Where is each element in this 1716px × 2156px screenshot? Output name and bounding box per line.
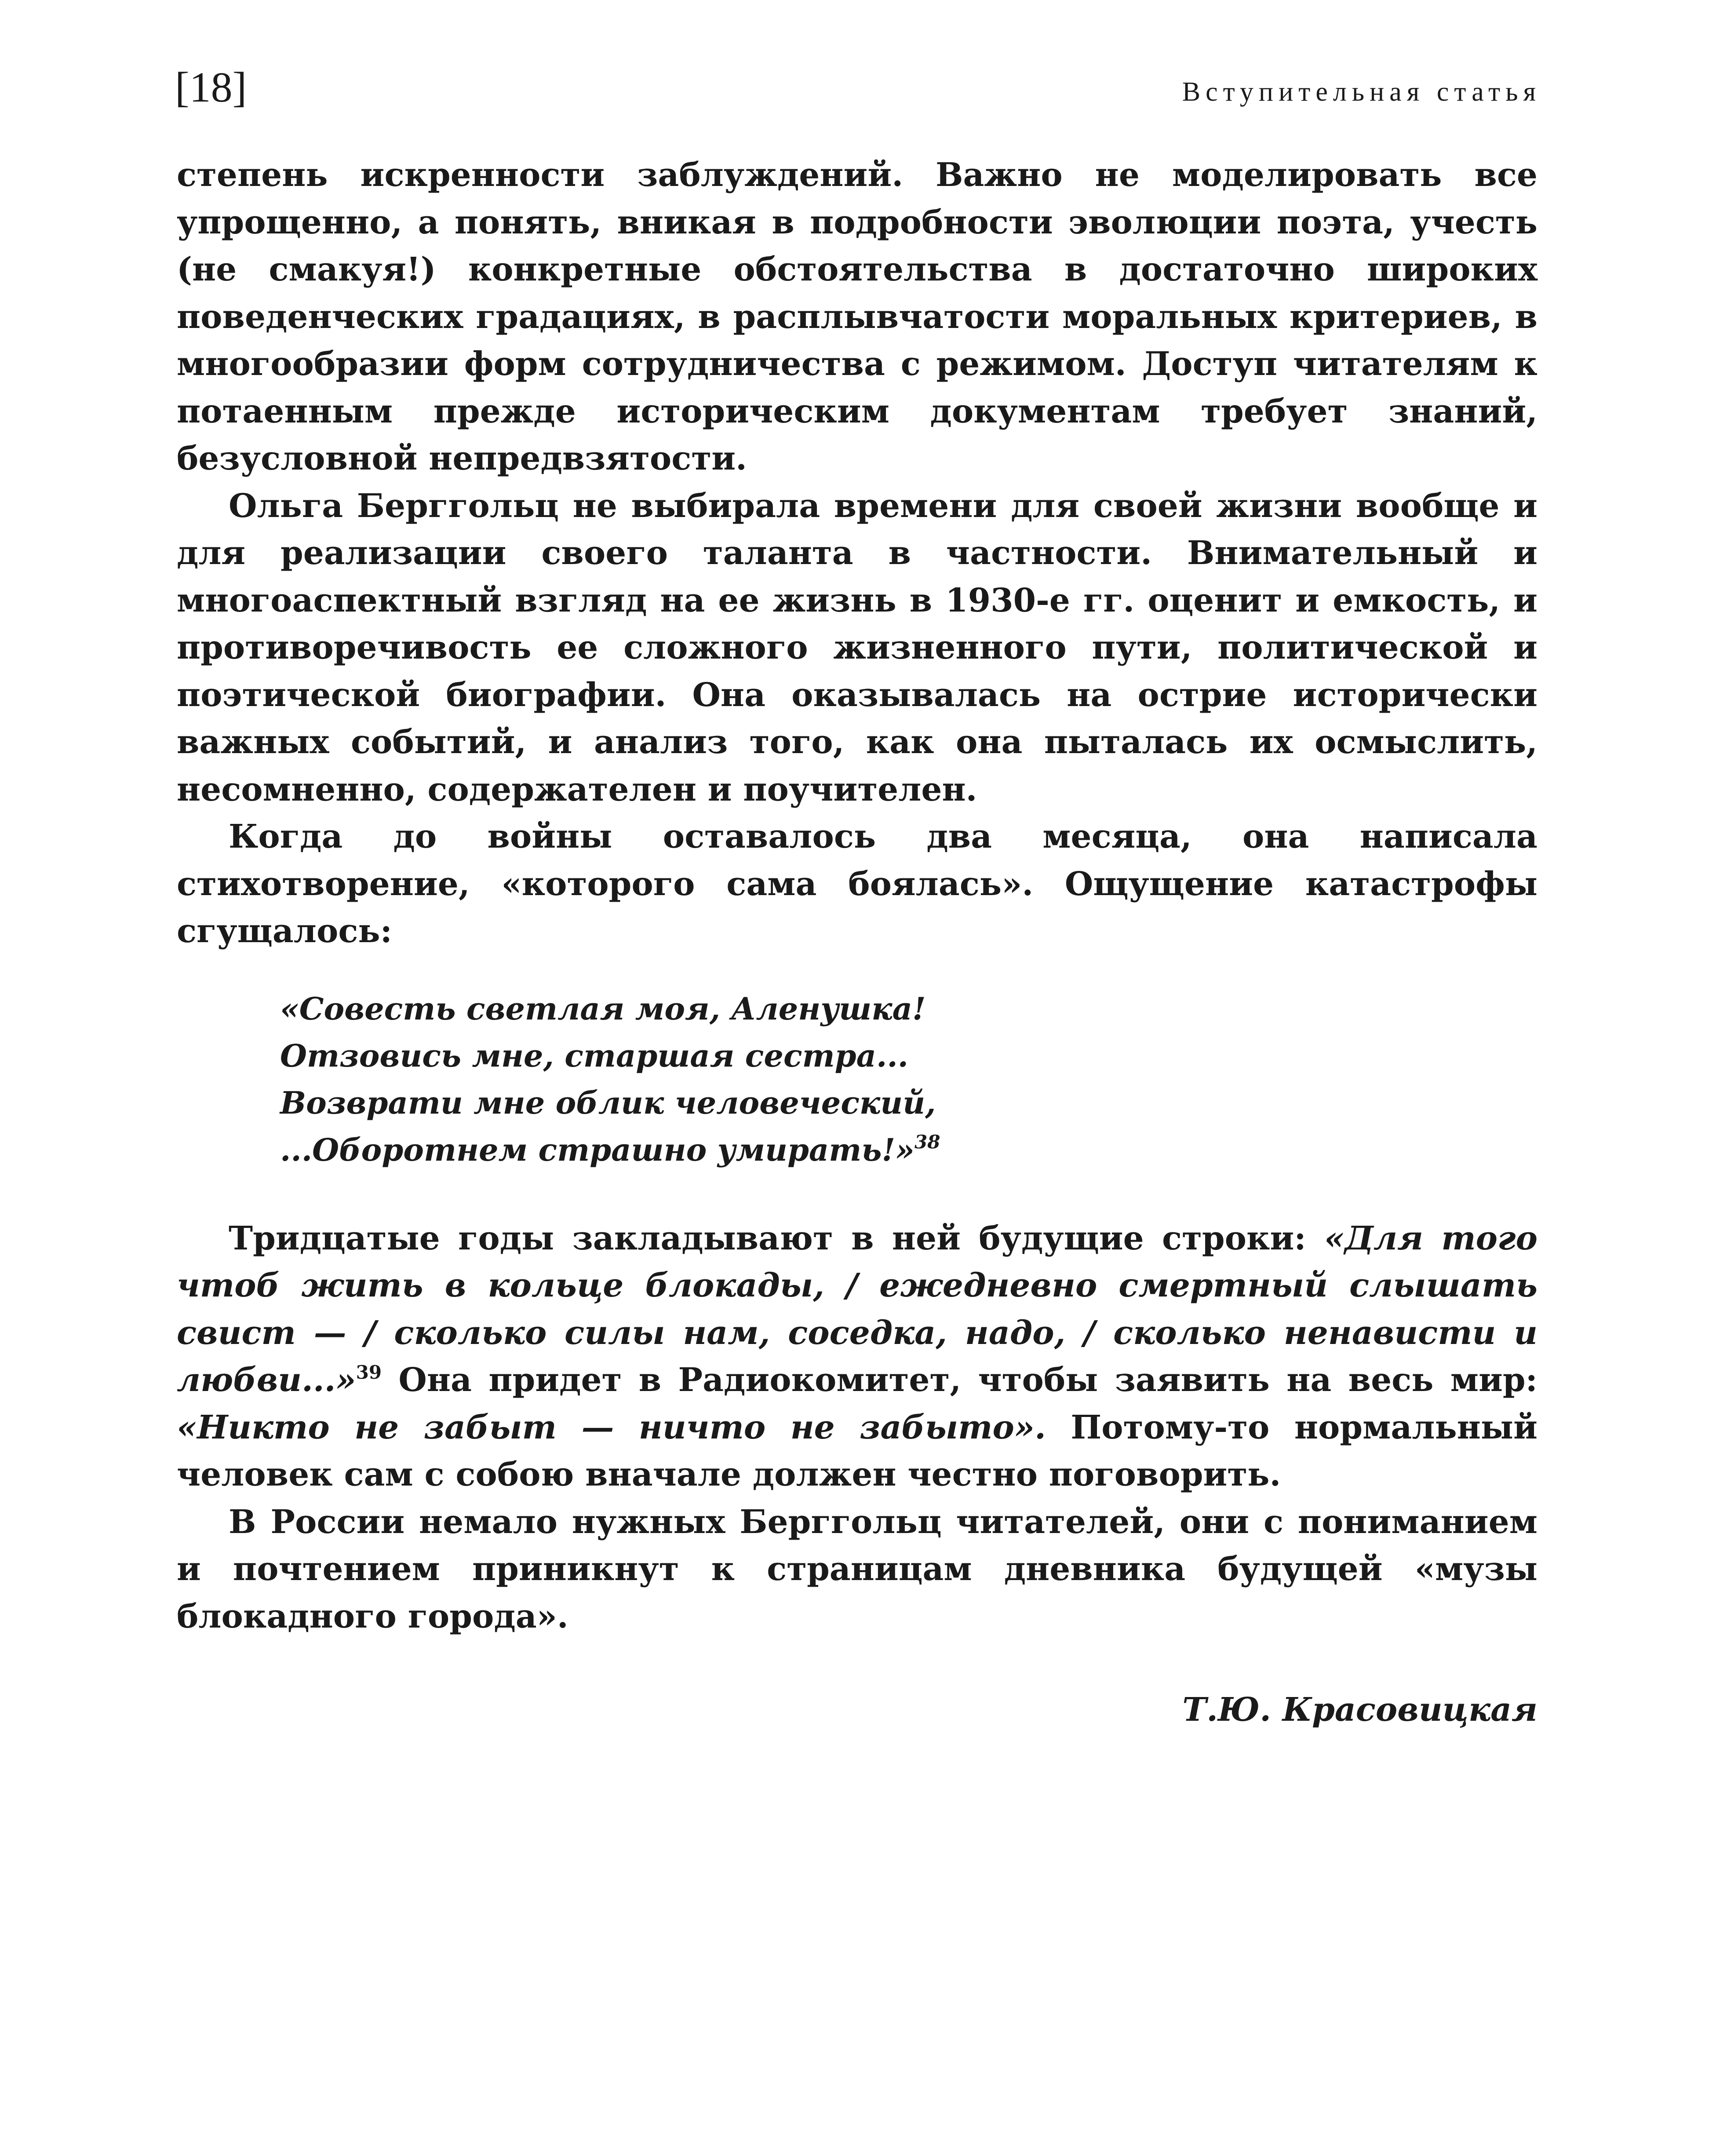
poem-line: ...Оборотнем страшно умирать!» [280, 1131, 914, 1168]
paragraph-2: Ольга Берггольц не выбирала времени для своей жизни вообще и для реализации своего таланта в частности. Внимательный и многоаспектный взгляд на ее жизнь в 1930-е гг. оценит и емкость, и противоречивость ее сложного жизненного пути, политической и поэтической биографии. Она оказывалась на острие исторически важных событий, и анализ того, как она пыталась их осмыслить, несомненно, содержателен и поучителен. [177, 487, 1537, 808]
paragraph-4-mid: Она придет в Радиокомитет, чтобы заявить на весь мир: [382, 1361, 1537, 1399]
poem-quote [280, 985, 1537, 1173]
footnote-marker-38: 38 [914, 1131, 940, 1153]
paragraph-4-lead: Тридцатые годы закладывают в ней будущие строки: [229, 1219, 1324, 1257]
paragraph-5: В России немало нужных Берггольц читателей, они с пониманием и почтением приникнут к страницам дневника будущей «музы блокадного города». [177, 1503, 1537, 1635]
paragraph-4-tail: Потому-то нормальный человек сам с собою вначале должен честно поговорить. [177, 1408, 1537, 1493]
poem-line: Отзовись мне, старшая сестра... [280, 1037, 909, 1074]
poem-line: Возврати мне облик человеческий, [280, 1084, 936, 1121]
page-number: [18] [175, 64, 247, 111]
paragraph-1: степень искренности заблуждений. Важно не моделировать все упрощенно, а понять, вникая в подробности эволюции поэта, учесть (не смакуя!) конкретные обстоятельства в достаточно широких поведенческих градациях, в расплывчатости моральных критериев, в многообразии форм сотрудничества с режимом. Доступ читателям к потаенным прежде историческим документам требует знаний, безусловной непредвзятости. [177, 156, 1537, 477]
author-signature: Т.Ю. Красовицкая [1182, 1691, 1537, 1729]
article-body [177, 152, 1537, 1734]
poem-line-last [280, 1126, 1537, 1173]
paragraph-3: Когда до войны оставалось два месяца, она написала стихотворение, «которого сама боялась». Ощущение катастрофы сгущалось: [177, 818, 1537, 950]
running-title: Вступительная статья [1182, 77, 1541, 107]
paragraph-4 [177, 1215, 1537, 1499]
footnote-marker-39: 39 [356, 1362, 382, 1383]
quote-nobody-forgotten: «Никто не забыт — ничто не забыто». [177, 1408, 1046, 1446]
quote-blockade-lines: «Для того чтоб жить в кольце блокады, / ежедневно смертный слышать свист — / сколько силы нам, соседка, надо, / сколько ненависти и любви...» [177, 1219, 1537, 1399]
poem-line: «Совесть светлая моя, Аленушка! [280, 990, 926, 1027]
